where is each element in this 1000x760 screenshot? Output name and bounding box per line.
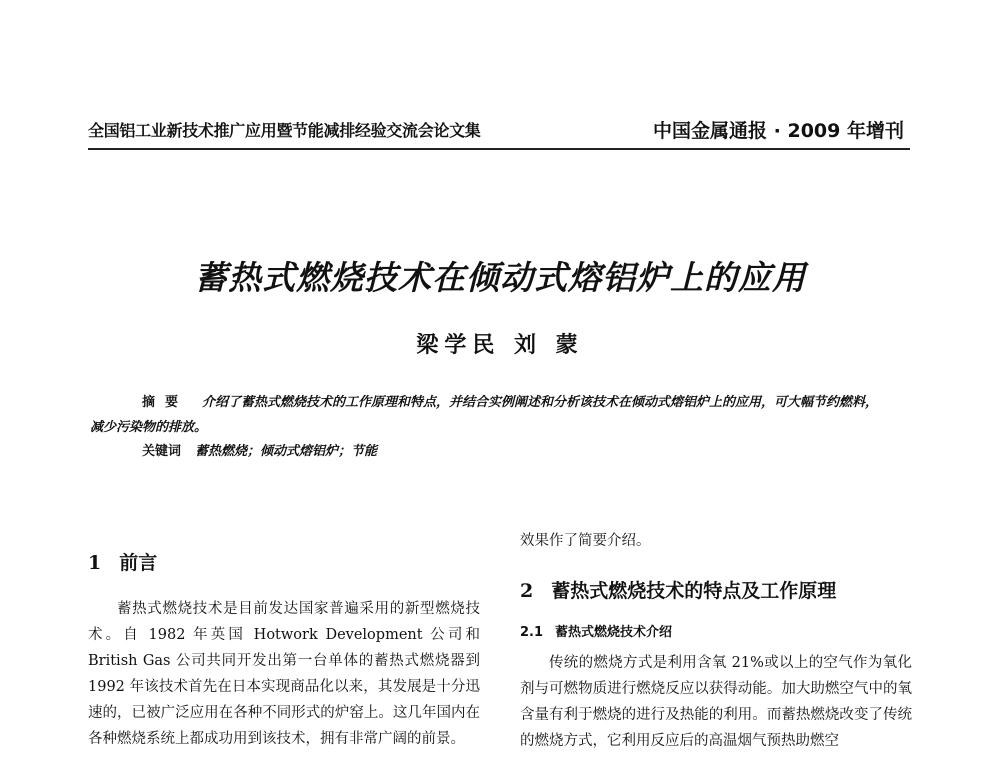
subsection-2-1-paragraph: 传统的燃烧方式是利用含氧 21%或以上的空气作为氧化剂与可燃物质进行燃烧反应以获得动能。加大助燃空气中的氧含量有利于燃烧的进行及热能的利用。而蓄热燃烧改变了传统的燃烧方式，它利用反应后的高温烟气预热助燃空 bbox=[520, 655, 912, 749]
continuation-text: 效果作了简要介绍。 bbox=[520, 533, 651, 549]
header-proceedings-title: 全国铝工业新技术推广应用暨节能减排经验交流会论文集 bbox=[88, 121, 481, 140]
section-1-paragraph: 蓄热式燃烧技术是目前发达国家普遍采用的新型燃烧技术。自 1982 年英国 Hotwork Development 公司和 British Gas 公司共同开发出第一台单体的蓄热式燃烧器到 1992 年该技术首先在日本实现商品化以来，其发展是十分迅速的，已被广泛应用在各种不同形式的炉窑上。这几年国内在各种燃烧系统上都成功用到该技术，拥有非常广阔的前景。 bbox=[88, 601, 480, 747]
section-2-number: 2 bbox=[520, 580, 534, 602]
section-1-number: 1 bbox=[88, 552, 102, 574]
keywords-label: 关键词 bbox=[142, 444, 182, 459]
header-journal-issue: 中国金属通报 · 2009 年增刊 bbox=[653, 120, 904, 142]
keywords-text: 蓄热燃烧；倾动式熔铝炉；节能 bbox=[195, 444, 378, 459]
subsection-2-1-title: 蓄热式燃烧技术介绍 bbox=[555, 625, 673, 640]
keywords bbox=[142, 440, 882, 459]
paper-authors: 梁学民 刘 蒙 bbox=[416, 332, 584, 358]
running-header bbox=[88, 118, 910, 150]
section-2-title: 蓄热式燃烧技术的特点及工作原理 bbox=[551, 580, 837, 602]
section-1-heading bbox=[88, 548, 480, 578]
subsection-2-1-number: 2.1 bbox=[520, 625, 544, 640]
section-1-title: 前言 bbox=[119, 552, 158, 574]
abstract-text: 介绍了蓄热式燃烧技术的工作原理和特点，并结合实例阐述和分析该技术在倾动式熔铝炉上的应用，可大幅节约燃料，减少污染物的排放。 bbox=[90, 395, 879, 435]
abstract-label: 摘要 bbox=[142, 395, 189, 410]
abstract bbox=[90, 390, 890, 440]
right-column bbox=[520, 528, 912, 754]
paper-title: 蓄热式燃烧技术在倾动式熔铝炉上的应用 bbox=[194, 258, 806, 297]
left-column bbox=[88, 548, 480, 752]
subsection-2-1-heading bbox=[520, 620, 912, 646]
section-2-heading bbox=[520, 576, 912, 606]
